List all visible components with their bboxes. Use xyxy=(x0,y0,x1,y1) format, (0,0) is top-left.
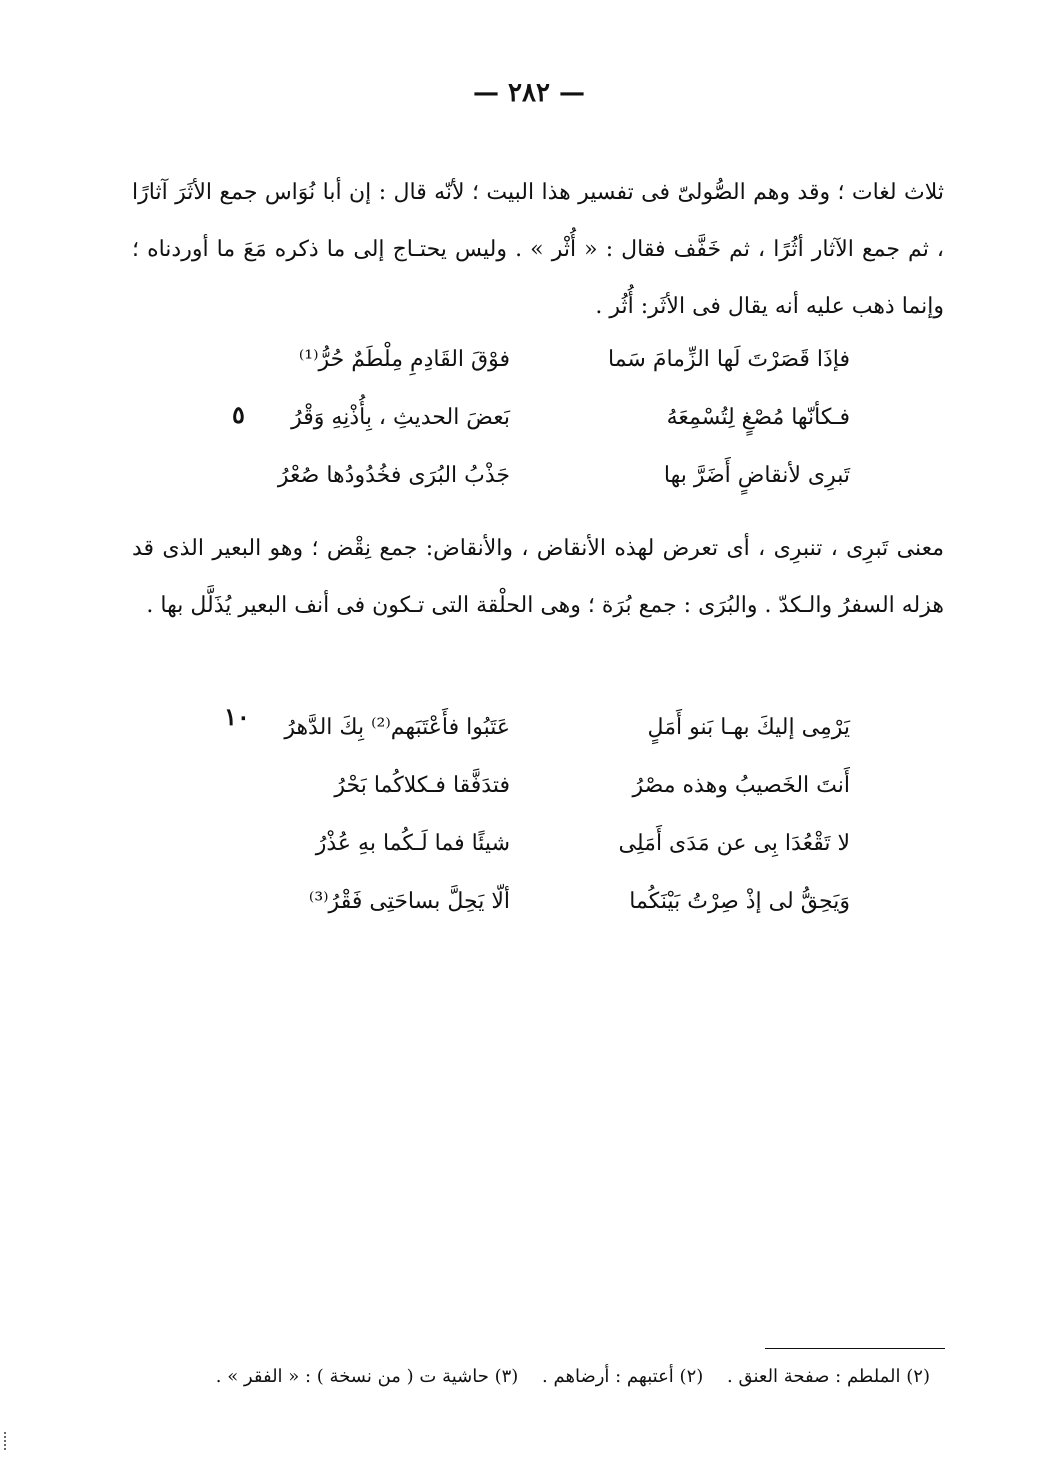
verse-first-hemistich: تَبرِى لأنقاضٍ أَضَرَّ بها xyxy=(663,462,850,488)
verse-first-hemistich: لا تَقْعُدَا بِى عن مَدَى أَمَلِى xyxy=(618,830,850,856)
footnote-3: (٣) حاشية ت ( من نسخة ) : « الفقر » . xyxy=(215,1366,519,1387)
verse-first-hemistich: وَيَحِقُّ لى إذْ صِرْتُ بَيْنَكُما xyxy=(629,888,850,914)
verse-second-hemistich: ألّا يَحِلَّ بساحَتِى فَقْرُ⁽³⁾ xyxy=(308,888,510,914)
verse-row xyxy=(210,814,850,872)
page-number: — ٢٨٢ — xyxy=(472,78,586,108)
verse-row xyxy=(210,872,850,930)
verse-row xyxy=(210,446,850,504)
verse-second-hemistich: فوْقَ القَادِمِ مِلْطَمٌ حُرُّ⁽¹⁾ xyxy=(298,346,510,372)
verse-first-hemistich: فإذَا قَصَرْتَ لَها الزِّمامَ سَما xyxy=(607,346,850,372)
verse-second-hemistich: شيئًا فما لَـكُما بهِ عُذْرُ xyxy=(315,830,510,856)
verse-second-hemistich: جَذْبُ البُرَى فخُدُودُها صُعْرُ xyxy=(277,462,510,488)
poem-stanza-1 xyxy=(210,330,850,504)
verse-row xyxy=(210,756,850,814)
verse-second-hemistich: بَعضَ الحديثِ ، بِأُذْنِهِ وَقْرُ xyxy=(291,404,510,430)
footnote-2: (٢) أعتبهم : أرضاهم . xyxy=(542,1366,704,1387)
poem-stanza-2 xyxy=(210,698,850,930)
footnotes xyxy=(130,1366,930,1387)
line-number-10: ١٠ xyxy=(224,702,250,731)
paragraph-2: معنى تَبرِى ، تنبرِى ، أى تعرض لهذه الأنقاض ، والأنقاض: جمع نِقْض ؛ وهو البعير الذى قد هزله السفرُ والـكدّ . والبُرَى : جمع بُرَة ؛ وهى الحلْقة التى تـكون فى أنف البعير يُذَلَّل بها . xyxy=(132,536,944,618)
verse-row xyxy=(210,388,850,446)
verse-second-hemistich: عَتَبُوا فأَعْتَبَهم⁽²⁾ بِكَ الدَّهرُ xyxy=(284,714,510,740)
margin-mark xyxy=(4,1432,8,1450)
paragraph-1: ثلاث لغات ؛ وقد وهم الصُّولىّ فى تفسير هذا البيت ؛ لأنّه قال : إن أبا نُوَاس جمع الأثَرَ آثارًا ، ثم جمع الآثار أثُرًا ، ثم خَفَّف فقال : « أُثْر » . وليس يحتـاج إلى ما ذكره مَعَ ما أوردناه ؛ وإنما ذهب عليه أنه يقال فى الأثَر: أُثُر . xyxy=(132,180,944,319)
verse-first-hemistich: فـكأنّها مُصْغٍ لِتُسْمِعَهُ xyxy=(666,404,850,430)
footnote-divider xyxy=(765,1348,945,1349)
verse-row xyxy=(210,330,850,388)
line-number-5: ٥ xyxy=(232,400,245,429)
verse-first-hemistich: يَرْمِى إليكَ بهـا بَنو أَمَلٍ xyxy=(647,714,850,740)
footnote-1: (٢) الملطم : صفحة العنق . xyxy=(727,1366,930,1387)
verse-second-hemistich: فتدَفَّقا فـكلاكُما بَحْرُ xyxy=(334,772,510,798)
verse-first-hemistich: أَنتَ الخَصيبُ وهذه مصْرُ xyxy=(632,772,850,798)
verse-row xyxy=(210,698,850,756)
